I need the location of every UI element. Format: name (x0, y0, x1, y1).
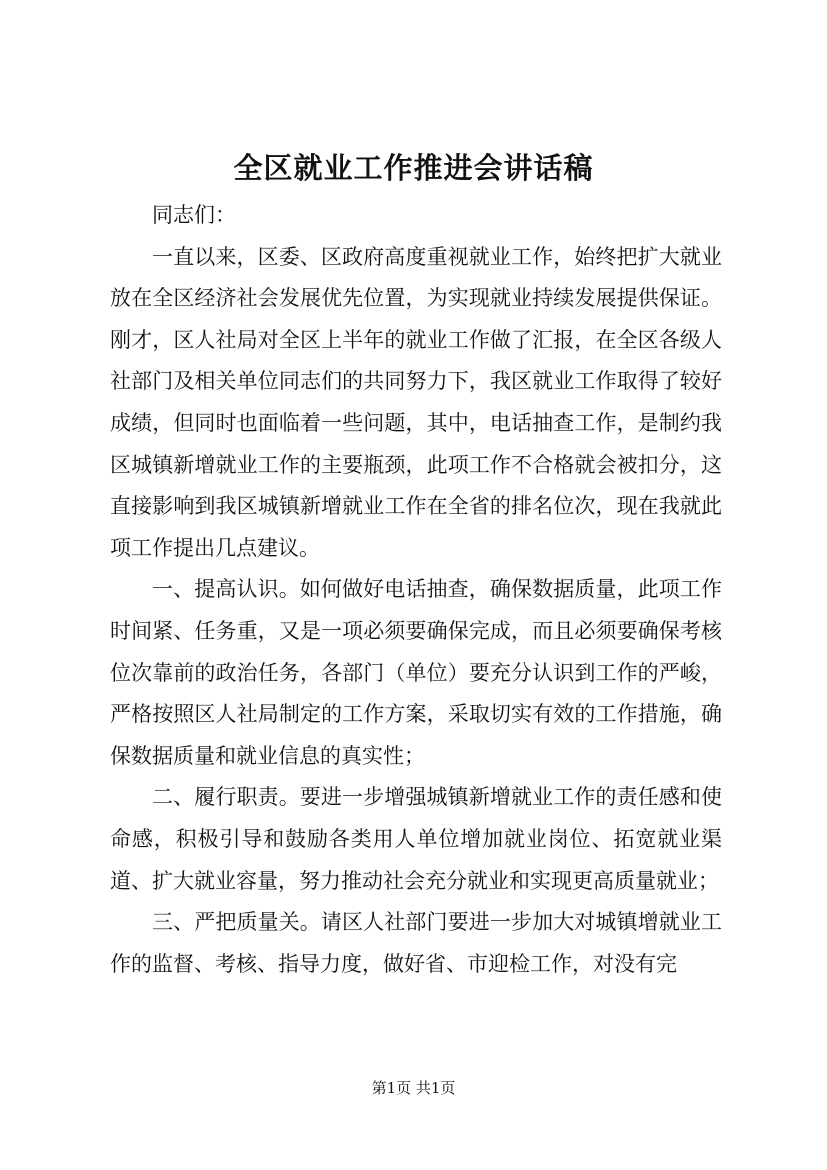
paragraph-point-2: 二、履行职责。要进一步增强城镇新增就业工作的责任感和使命感，积极引导和鼓励各类用人单位增加就业岗位、拓宽就业渠道、扩大就业容量，努力推动社会充分就业和实现更高质量就业； (110, 785, 722, 893)
paragraph-intro: 一直以来，区委、区政府高度重视就业工作，始终把扩大就业放在全区经济社会发展优先位置，为实现就业持续发展提供保证。刚才，区人社局对全区上半年的就业工作做了汇报，在全区各级人社部门及相关单位同志们的共同努力下，我区就业工作取得了较好成绩，但同时也面临着一些问题，其中，电话抽查工作，是制约我区城镇新增就业工作的主要瓶颈，此项工作不合格就会被扣分，这直接影响到我区城镇新增就业工作在全省的排名位次，现在我就此项工作提出几点建议。 (110, 244, 722, 560)
paragraph-point-1: 一、提高认识。如何做好电话抽查，确保数据质量，此项工作时间紧、任务重，又是一项必须要确保完成，而且必须要确保考核位次靠前的政治任务，各部门（单位）要充分认识到工作的严峻，严格按照区人社局制定的工作方案，采取切实有效的工作措施，确保数据质量和就业信息的真实性； (110, 577, 722, 768)
salutation: 同志们： (152, 203, 236, 227)
page-footer: 第1页 共1页 (371, 1079, 456, 1097)
document-title: 全区就业工作推进会讲话稿 (233, 151, 594, 185)
document-body (110, 195, 722, 985)
paragraph-point-3: 三、严把质量关。请区人社部门要进一步加大对城镇增就业工作的监督、考核、指导力度，做好省、市迎检工作，对没有完 (110, 910, 722, 976)
